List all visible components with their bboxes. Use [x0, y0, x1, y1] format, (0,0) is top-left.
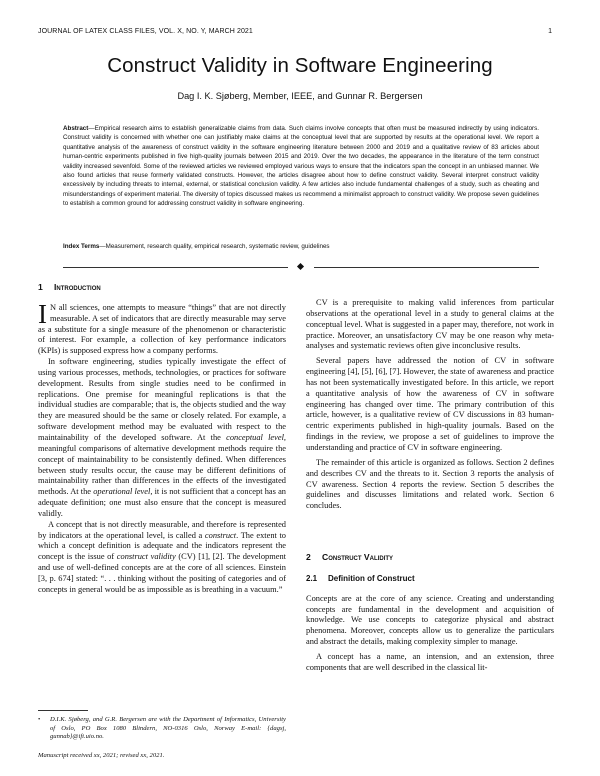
intro-paragraph-1-text: N all sciences, one attempts to measure “things” that are not directly measurable. A set of indicators that are directly measurable may serve as a substitute for a single measure of the phenomenon or characteristic of interest. For example, a collection of key performance indicators (KPIs) is supposed express how a company performs.: [38, 302, 286, 356]
section-number: 2: [306, 552, 311, 563]
intro-paragraph-6: The remainder of this article is organized as follows. Section 2 defines and describes CV and the threats to it. Section 3 reports the analysis of CV awareness. Section 4 reports the review. Section 5 describes the guidelines and discusses limitations and related work. Section 6 concludes.: [306, 457, 554, 511]
page-number: 1: [548, 28, 552, 35]
running-header: JOURNAL OF LATEX CLASS FILES, VOL. X, NO. Y, MARCH 2021: [38, 28, 253, 35]
left-column: [38, 282, 286, 596]
intro-paragraph-5: Several papers have addressed the notion of CV in software engineering [4], [5], [6], [7]. However, the state of awareness and practice has not been systematically investigated before. In this article, we report a quantitative analysis of how the awareness of CV in software engineering has changed over time. The primary contribution of this article, however, is a qualitative review of CV discussions in 83 human-centric experiments published in high-quality journals. Based on the findings in the review, we propose a set of guidelines to improve the understanding and practice of CV in software engineering.: [306, 356, 555, 452]
intro-paragraph-2: [38, 357, 286, 520]
section-number: 1: [38, 282, 43, 292]
divider-line-left: [63, 267, 288, 268]
author-footnote: [38, 716, 286, 742]
subsection-heading-definition: [306, 574, 554, 585]
section-divider: [63, 263, 539, 271]
intro-paragraph-3: [38, 520, 286, 596]
right-column: [306, 298, 554, 674]
divider-line-right: [314, 267, 539, 268]
paper-title: Construct Validity in Software Engineering: [107, 54, 493, 77]
footnote-rule: [38, 710, 88, 711]
definition-paragraph-2: A concept has a name, an intension, and an extension, three components that are well described in the classical lit-: [306, 651, 554, 672]
abstract-text: —Empirical research aims to establish generalizable claims from data. Such claims involve concepts that often must be measured indirectly by using indicators. Construct validity is concerned with whether one can justifiably make claims at the conceptual level that are supported by results at the operational level. We report a quantitative analysis of the awareness of construct validity in the software engineering literature between 2000 and 2019 and a qualitative review of 83 articles about human-centric experiments published in five high-quality journals between 2015 and 2019. Over the two decades, the appearance in the literature of the term construct validity increased sevenfold. Some of the reviewed articles we reviewed employed various ways to ensure that the indicators span the concept in an unbiased manner. We also found articles that reuse formerly validated constructs. However, the articles disagree about how to define construct validity. Several interpret construct validity excessively by including threats to internal, external, or statistical conclusion validity. A few articles also include fundamental challenges of a study, such as cheating and misunderstandings of experiment material. The diversity of topics discussed makes us recommend a minimalist approach to construct validity. We propose seven guidelines to establish a common ground for addressing construct validity in software engineering.: [63, 125, 539, 208]
subsection-number: 2.1: [306, 573, 318, 583]
intro-paragraph-1: [38, 298, 286, 357]
text-run: , it is not sufficient that a concept has an adequate definition; one must also ensure that the concept is measured validly.: [38, 487, 286, 518]
index-terms: [63, 242, 539, 251]
text-run: (CV) [1], [2]. The development and use of well-defined concepts are at the core of all sciences. Einstein [3, p. 674] stated: “. . . thinking without the positing of categories and of concepts in general would be as impossible as is breathing in a vacuum.”: [38, 552, 286, 594]
diamond-icon: [297, 263, 304, 270]
intro-paragraph-4: CV is a prerequisite to making valid inferences from particular observations at the operational level in a study to general claims at the conceptual level. What is suggested in a paper may, therefore, not work in practice. Moreover, an unsatisfactory CV may be one reason why meta-analyses and systematic reviews often give inconclusive results.: [306, 298, 554, 351]
emphasis: operational level: [93, 487, 151, 497]
abstract-label: Abstract: [63, 125, 89, 132]
drop-cap: I: [38, 298, 47, 329]
section-heading-construct-validity: [306, 552, 554, 563]
text-run: In software engineering, studies typically investigate the effect of using various processes, methods, technologies, or practices for software development. Results from single studies need to be confirmed in replications. One premise for meaningful replications is that the individual studies are comparable; that is, the objects studied and the way they are measured should be the same or closely related. For example, a software development method may be evaluated with respect to the maintainability of the developed software. At the: [38, 357, 286, 442]
text-run: A concept that is not directly measurable, and therefore is represented by indicators at the operational level, is called a: [38, 519, 286, 540]
index-terms-label: Index Terms: [63, 243, 100, 250]
abstract: [63, 124, 539, 209]
text-run: . The extent to which a concept definition is adequate and the indicators represent the concept is the issue of: [38, 530, 286, 562]
author-line: Dag I. K. Sjøberg, Member, IEEE, and Gunnar R. Bergersen: [177, 91, 423, 101]
bullet-icon: •: [38, 716, 41, 723]
section-title: Construct Validity: [322, 552, 393, 563]
section-title: Introduction: [54, 282, 101, 292]
emphasis: construct: [204, 530, 237, 540]
footnote-text: D.I.K. Sjøberg, and G.R. Bergersen are with the Department of Informatics, University of Oslo, PO Box 1080 Blindern, NO-0316 Oslo, Norway E-mail: {dagsj, gunnab}@ifi.uio.no.: [50, 716, 286, 741]
emphasis: conceptual level: [226, 432, 284, 442]
subsection-title: Definition of Construct: [328, 573, 415, 583]
manuscript-note: Manuscript received xx, 2021; revised xx, 2021.: [38, 752, 165, 759]
emphasis: construct validity: [116, 552, 176, 562]
definition-paragraph-1: Concepts are at the core of any science. Creating and understanding concepts are fundamental in the development and acquisition of knowledge. We use concepts to categorize physical and abstract phenomena. Moreover, concepts allow us to generalize the particulars and abstract the details, making complexity simpler to manage.: [306, 593, 554, 647]
text-run: , meaningful comparisons of alternative development methods require the concept of maintainability to be consistently defined. When differences between study results occur, the cause may be different definitions of maintainability rather than differences in the effects of the investigated methods. At the: [38, 432, 286, 497]
index-terms-text: —Measurement, research quality, empirical research, systematic review, guidelines: [99, 243, 330, 250]
section-heading-introduction: [38, 282, 286, 293]
